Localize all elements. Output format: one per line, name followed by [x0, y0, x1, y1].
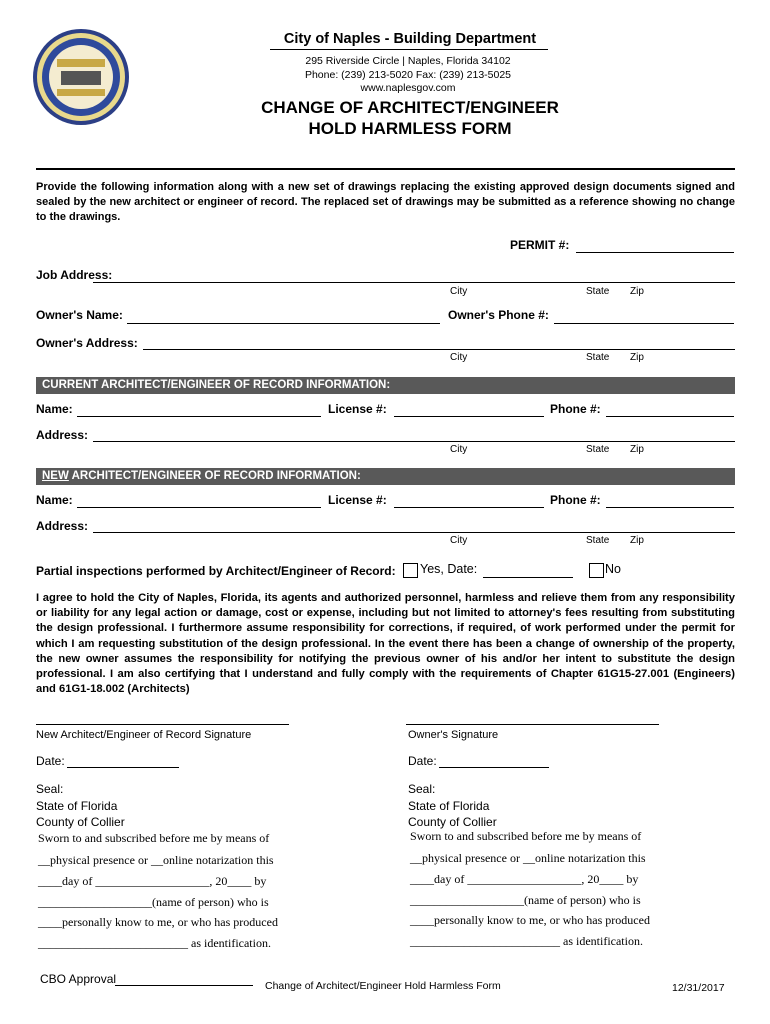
header-divider — [36, 168, 735, 170]
permit-label: PERMIT #: — [510, 238, 570, 252]
job-zip-caption: Zip — [630, 286, 644, 297]
new-name-label: Name: — [36, 493, 73, 507]
left-personally-text: ____personally know to me, or who has produced — [38, 915, 278, 929]
current-address-field[interactable] — [93, 441, 735, 442]
new-phone-label: Phone #: — [550, 493, 601, 507]
job-address-label: Job Address: — [36, 268, 113, 282]
department-address: 295 Riverside Circle | Naples, Florida 34102 — [305, 55, 511, 67]
current-address-label: Address: — [36, 428, 89, 442]
partial-no-checkbox[interactable] — [589, 563, 604, 578]
footer-form-name: Change of Architect/Engineer Hold Harmless Form — [265, 980, 501, 992]
right-ident-text: _________________________ as identification. — [410, 934, 643, 948]
left-date-label: Date: — [36, 754, 65, 768]
new-section-header: NEW ARCHITECT/ENGINEER OF RECORD INFORMATION: — [36, 468, 735, 485]
right-date-field[interactable] — [439, 767, 549, 768]
current-city-caption: City — [450, 444, 468, 455]
owner-phone-label: Owner's Phone #: — [448, 308, 549, 322]
partial-date-field[interactable] — [483, 577, 573, 578]
partial-inspections-question: Partial inspections performed by Architect/Engineer of Record: — [36, 564, 396, 578]
current-name-label: Name: — [36, 402, 73, 416]
current-license-field[interactable] — [394, 416, 544, 417]
new-address-label: Address: — [36, 519, 89, 533]
job-city-caption: City — [450, 286, 468, 297]
form-title-line2: HOLD HARMLESS FORM — [308, 119, 512, 138]
new-license-label: License #: — [328, 493, 387, 507]
partial-yes-label: Yes, Date: — [420, 562, 478, 576]
left-presence-text: __physical presence or __online notarization this — [38, 853, 274, 867]
owner-name-field[interactable] — [127, 323, 440, 324]
current-phone-label: Phone #: — [550, 402, 601, 416]
left-state-text: State of Florida — [36, 799, 118, 813]
owner-name-label: Owner's Name: — [36, 308, 123, 322]
current-zip-caption: Zip — [630, 444, 644, 455]
left-day-text: ____day of ___________________, 20____ by — [38, 874, 267, 888]
right-day-text: ____day of ___________________, 20____ by — [410, 872, 639, 886]
job-state-caption: State — [586, 286, 610, 297]
right-personally-text: ____personally know to me, or who has produced — [410, 913, 650, 927]
owner-phone-field[interactable] — [554, 323, 734, 324]
left-ident-text: _________________________ as identification. — [38, 936, 271, 950]
cbo-approval-label: CBO Approval — [40, 972, 117, 986]
right-person-text: ___________________(name of person) who is — [410, 893, 641, 907]
footer-date: 12/31/2017 — [672, 982, 725, 994]
form-title-line1: CHANGE OF ARCHITECT/ENGINEER — [261, 98, 559, 117]
partial-no-label: No — [605, 562, 621, 576]
city-seal-logo — [33, 29, 129, 125]
new-phone-field[interactable] — [606, 507, 734, 508]
owner-address-label: Owner's Address: — [36, 336, 138, 350]
right-sworn-text: Sworn to and subscribed before me by means of — [410, 829, 642, 843]
owner-state-caption: State — [586, 352, 610, 363]
current-section-header: CURRENT ARCHITECT/ENGINEER OF RECORD INFORMATION: — [36, 377, 735, 394]
current-license-label: License #: — [328, 402, 387, 416]
department-website: www.naplesgov.com — [360, 82, 456, 94]
current-phone-field[interactable] — [606, 416, 734, 417]
agreement-text: I agree to hold the City of Naples, Florida, its agents and authorized personnel, harmless and relieve them from any responsibility or liability for any legal action or damage, cost or expense, including but not limited to attorney's fees resulting from substituting the design professional. I furthermore assume responsibility for corrections, if required, of work performed under the permit for which I am requesting substitution of the design professional. In the event there has been a change of ownership of the property, the new owner assumes the responsibility for notifying the previous owner of his and/or her intent to substitute the design professional. I am also certifying that I understand and fully comply with the requirements of Chapter 61G15-27.001 (Engineers) and 61G1-18.002 (Architects) — [36, 592, 735, 696]
job-address-field[interactable] — [93, 282, 735, 283]
architect-signature-field[interactable] — [36, 724, 289, 725]
new-zip-caption: Zip — [630, 535, 644, 546]
current-state-caption: State — [586, 444, 610, 455]
left-person-text: ___________________(name of person) who is — [38, 895, 269, 909]
architect-signature-label: New Architect/Engineer of Record Signature — [36, 729, 252, 741]
intro-text: Provide the following information along with a new set of drawings replacing the existing approved design documents signed and sealed by the new architect or engineer of record. The replaced set of drawings may be submitted as a reference showing no change to the drawings. — [36, 181, 735, 223]
new-city-caption: City — [450, 535, 468, 546]
new-address-field[interactable] — [93, 532, 735, 533]
left-date-field[interactable] — [67, 767, 179, 768]
new-license-field[interactable] — [394, 507, 544, 508]
right-state-text: State of Florida — [408, 799, 490, 813]
partial-yes-checkbox[interactable] — [403, 563, 418, 578]
permit-field[interactable] — [576, 252, 734, 253]
owner-zip-caption: Zip — [630, 352, 644, 363]
owner-signature-field[interactable] — [406, 724, 659, 725]
new-name-field[interactable] — [77, 507, 321, 508]
right-seal-label: Seal: — [408, 782, 436, 796]
owner-city-caption: City — [450, 352, 468, 363]
right-date-label: Date: — [408, 754, 437, 768]
cbo-approval-field[interactable] — [115, 985, 253, 986]
right-presence-text: __physical presence or __online notarization this — [410, 851, 646, 865]
department-phone: Phone: (239) 213-5020 Fax: (239) 213-5025 — [304, 69, 512, 81]
owner-signature-label: Owner's Signature — [408, 729, 499, 741]
current-name-field[interactable] — [77, 416, 321, 417]
left-county-text: County of Collier — [36, 815, 125, 829]
left-seal-label: Seal: — [36, 782, 64, 796]
right-county-text: County of Collier — [408, 815, 497, 829]
department-name: City of Naples - Building Department — [283, 31, 537, 47]
left-sworn-text: Sworn to and subscribed before me by means of — [38, 831, 270, 845]
owner-address-field[interactable] — [143, 349, 735, 350]
new-state-caption: State — [586, 535, 610, 546]
